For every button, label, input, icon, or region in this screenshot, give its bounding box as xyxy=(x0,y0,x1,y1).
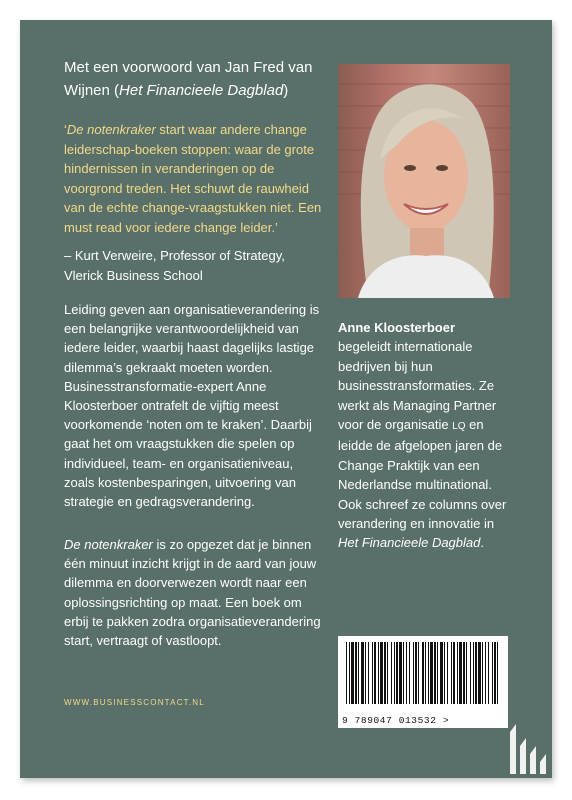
barcode-bar xyxy=(349,642,350,704)
author-name: Anne Kloosterboer xyxy=(338,320,456,335)
barcode-bar xyxy=(447,642,448,704)
barcode-bar xyxy=(425,642,426,704)
barcode-bar xyxy=(378,642,379,704)
barcode-bar xyxy=(399,642,402,704)
barcode-bar xyxy=(428,642,429,704)
barcode-bar xyxy=(485,642,486,704)
quote-book-title: De notenkraker xyxy=(66,122,156,137)
quote-text: start waar andere change leiderschap-boeken stoppen: waar de grote hindernissen in veranderingen op de voorgrond treden. Het schuwt de rauwheid van de echte change-vraagstukken niet. Een must read voor iedere change leider.’ xyxy=(64,122,322,235)
quote-attribution: – Kurt Verweire, Professor of Strategy, Vlerick Business School xyxy=(64,248,285,283)
barcode-bar xyxy=(497,642,498,704)
barcode-bar xyxy=(358,642,359,704)
barcode-bar xyxy=(355,642,357,704)
barcode-bar xyxy=(437,642,438,704)
barcode-bar xyxy=(444,642,445,704)
barcode-bar xyxy=(457,642,458,704)
barcode-bar xyxy=(466,642,467,704)
barcode-bar xyxy=(418,642,419,704)
barcode-bar xyxy=(372,642,373,704)
quote-open-mark: ‘ xyxy=(64,122,67,137)
barcode-bar xyxy=(413,642,414,704)
barcode-bar xyxy=(387,642,388,704)
barcode-bar xyxy=(394,642,395,704)
blurb-book-title: De notenkraker xyxy=(64,537,153,552)
barcode-bar xyxy=(470,642,471,704)
foreword-close: ) xyxy=(283,82,289,99)
foreword-publication: Het Financieele Dagblad xyxy=(119,82,284,99)
author-bio-text: begeleidt internationale bedrijven bij hun businesstransformaties. Ze werkt als Managing Partner voor de organisatie xyxy=(338,339,497,433)
blurb-paragraph-1: Leiding geven aan organisatieverandering is een belangrijke verantwoordelijkheid van iedere leider, waarbij haast dagelijks lastige dilemma’s gekraakt moeten worden. Businesstransformatie-expert Anne Kloosterboer ontrafelt de vijftig meest voorkomende ‘noten om te kraken’. Daarbij gaat het om vraagstukken die spelen op individueel, team- en organisatieniveau, zoals kostenbesparingen, uitvoering van strategie en gedragsverandering. xyxy=(64,302,320,510)
author-portrait-illustration xyxy=(338,64,510,298)
barcode-bar xyxy=(451,642,452,704)
author-bio-end: . xyxy=(480,535,484,551)
barcode-bar xyxy=(482,642,483,704)
barcode-bar xyxy=(453,642,455,704)
blurb-paragraph-2 xyxy=(64,535,326,650)
barcode-bar xyxy=(403,642,404,704)
barcode-bar xyxy=(374,642,376,704)
foreword-text: Met een voorwoord van Jan Fred van Wijnen ( xyxy=(64,59,313,99)
author-publication: Het Financieele Dagblad xyxy=(338,535,481,551)
barcode-bar xyxy=(351,642,354,704)
barcode-bar xyxy=(346,642,347,704)
publisher-logo-icon xyxy=(506,724,550,774)
barcode-bar xyxy=(422,642,424,704)
barcode-bars xyxy=(338,636,508,712)
barcode-bar xyxy=(415,642,417,704)
barcode-bar xyxy=(475,642,477,704)
barcode-bar xyxy=(365,642,366,704)
endorsement-quote xyxy=(64,120,326,237)
barcode-bar xyxy=(409,642,410,704)
blurb-text: is zo opgezet dat je binnen één minuut inzicht krijgt in de aard van jouw dilemma en doorverwezen wordt naar een oplossingsrichting op maat. Een boek om erbij te pakken zodra organisatieverandering start, vertraagt of vastloopt. xyxy=(64,537,321,649)
barcode-bar xyxy=(440,642,443,704)
isbn-barcode xyxy=(338,636,508,728)
barcode-bar xyxy=(494,642,496,704)
foreword-note xyxy=(64,56,324,102)
barcode-bar xyxy=(488,642,489,704)
barcode-bar xyxy=(391,642,392,704)
barcode-bar xyxy=(492,642,493,704)
barcode-bar xyxy=(463,642,465,704)
author-bio-text-2: en leidde de afgelopen jaren de Change Praktijk van een Nederlandse multinational. Ook schreef ze columns over verandering en innovatie in xyxy=(338,417,507,532)
barcode-bar xyxy=(459,642,462,704)
barcode-bar xyxy=(368,642,369,704)
author-bio xyxy=(338,318,514,553)
publisher-website: WWW.BUSINESSCONTACT.NL xyxy=(64,698,205,707)
barcode-bar xyxy=(380,642,383,704)
barcode-bar xyxy=(430,642,433,704)
barcode-bar xyxy=(384,642,386,704)
barcode-bar xyxy=(478,642,481,704)
barcode-bar xyxy=(434,642,436,704)
barcode-bar xyxy=(406,642,407,704)
barcode-bar xyxy=(361,642,364,704)
isbn-number: 9 789047 013532 > xyxy=(342,715,450,726)
barcode-bar xyxy=(473,642,474,704)
barcode-bar xyxy=(396,642,398,704)
author-photo xyxy=(338,64,510,298)
author-organisation: LQ xyxy=(452,421,466,433)
